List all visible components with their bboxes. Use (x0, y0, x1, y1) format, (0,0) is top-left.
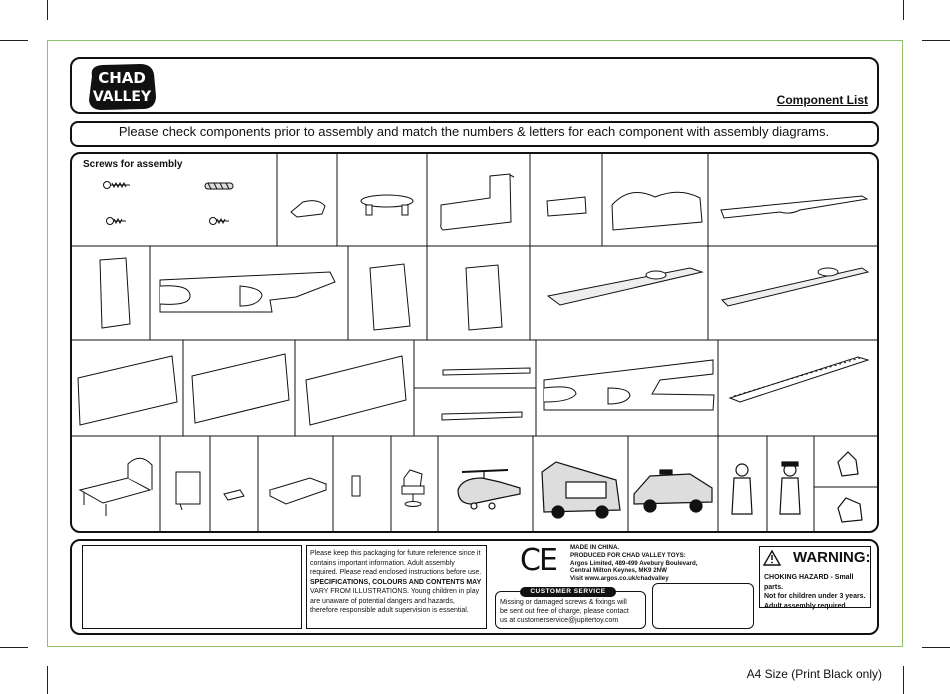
footer-note: A4 Size (Print Black only) (746, 667, 882, 681)
logo-line-2: VALLEY (92, 89, 152, 105)
cs-line: Missing or damaged screws & fixings will (500, 599, 627, 606)
component-list-title: Component List (776, 93, 868, 107)
customer-service-label: CUSTOMER SERVICE (520, 587, 616, 597)
packaging-line: are unaware of potential dangers and hazards, (310, 597, 455, 605)
packaging-note-text (310, 549, 486, 616)
screw-2 (107, 218, 127, 225)
screw-1 (104, 182, 131, 189)
screw-3 (210, 218, 230, 225)
warning-triangle-icon (763, 550, 781, 566)
dowel-1 (205, 183, 233, 189)
barcode-area (82, 545, 302, 629)
cs-line: us at customerservice@jupitertoy.com (500, 617, 619, 624)
warning-line: CHOKING HAZARD - Small parts. (764, 574, 854, 591)
made-in-line: PRODUCED FOR CHAD VALLEY TOYS: (570, 551, 686, 559)
made-in-line: Central Milton Keynes, MK9 2NW (570, 567, 667, 575)
packaging-line: SPECIFICATIONS, COLOURS AND CONTENTS MAY (310, 578, 482, 586)
packaging-line: therefore responsible adult supervision is essential. (310, 607, 469, 614)
logo-line-1: CHAD (98, 69, 146, 87)
blank-label-box (652, 583, 754, 629)
cs-line: be sent out free of charge, please contact (500, 608, 629, 615)
customer-service-text (500, 598, 646, 625)
made-in-line: MADE IN CHINA. (570, 544, 620, 551)
warning-line: Adult assembly required. (764, 602, 848, 610)
made-in-line: Argos Limited, 489-499 Avebury Boulevard, (570, 559, 698, 567)
packaging-line: VARY FROM ILLUSTRATIONS. Young children in play (310, 588, 480, 595)
packaging-line: contains important information. Adult assembly (310, 559, 455, 567)
packaging-line: required. Please read enclosed instructions before use. (310, 569, 482, 576)
warning-text (764, 573, 872, 611)
warning-line: Not for children under 3 years. (764, 593, 866, 600)
made-in-text (570, 544, 740, 583)
instruction-text: Please check components prior to assembly and match the numbers & letters for each component with assembly diagrams. (118, 124, 830, 139)
made-in-line: Visit www.argos.co.uk/chadvalley (570, 575, 669, 583)
warning-title: WARNING: (793, 549, 871, 566)
ce-mark: CE (520, 543, 556, 578)
screws-title: Screws for assembly (83, 159, 183, 170)
packaging-line: Please keep this packaging for future reference since it (310, 550, 481, 557)
